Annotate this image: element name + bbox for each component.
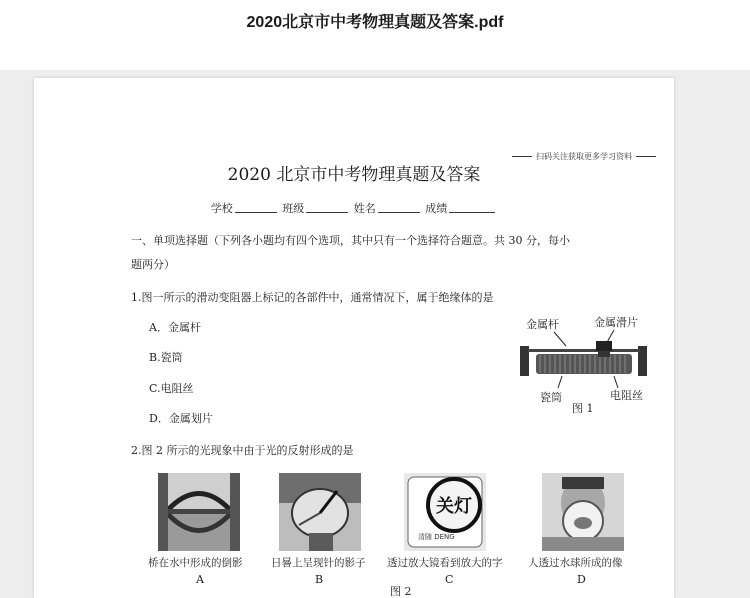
caption-d: 人透过水球所成的像 (528, 557, 623, 569)
bridge-reflection-image (158, 473, 240, 551)
sundial-image (279, 473, 361, 551)
water-ball-image (542, 473, 624, 551)
letter-b: B (315, 573, 324, 586)
class-blank (306, 202, 348, 213)
magnifier-image (404, 473, 486, 551)
fig1-label-wire: 电阻丝 (610, 389, 643, 402)
document-title: 2020 北京市中考物理真题及答案 (227, 165, 481, 185)
header-rule-left (512, 156, 532, 157)
figure-2-caption: 图 2 (390, 585, 412, 598)
photo-sundial (279, 473, 361, 551)
question-1-stem: 1.图一所示的滑动变阻器上标记的各部件中，通常情况下，属于绝缘体的是 (131, 291, 494, 304)
student-info-line (34, 200, 674, 216)
fig1-label-tube: 瓷筒 (540, 391, 562, 404)
letter-d: D (577, 573, 586, 586)
fig1-label-slider: 金属滑片 (594, 316, 638, 329)
caption-a: 桥在水中形成的倒影 (148, 557, 243, 569)
fig1-caption: 图 1 (572, 402, 594, 415)
viewer-toolbar (0, 0, 750, 70)
photo-water-ball (542, 473, 624, 551)
caption-c: 透过放大镜看到放大的字 (387, 557, 503, 569)
letter-a: A (196, 573, 204, 586)
figure-1-rheostat (518, 316, 658, 416)
question-2-stem: 2.图 2 所示的光现象中由于光的反射形成的是 (131, 444, 354, 457)
photo-bridge-reflection (158, 473, 240, 551)
school-label: 学校 (210, 202, 233, 215)
caption-b: 日晷上呈现针的影子 (271, 557, 366, 569)
sign-small-text: 清随 DENG (418, 533, 455, 541)
section-heading-line2: 题两分） (131, 258, 175, 271)
name-blank (378, 202, 420, 213)
photo-magnifier-sign (404, 473, 486, 551)
q1-option-a: A．金属杆 (149, 321, 201, 334)
name-label: 姓名 (353, 202, 376, 215)
q1-option-c: C.电阻丝 (149, 382, 194, 395)
q1-option-d: D．金属划片 (149, 412, 213, 425)
school-blank (235, 202, 277, 213)
letter-c: C (445, 573, 454, 586)
sign-text: 关灯 (436, 496, 472, 517)
header-note-text: 扫码关注获取更多学习资料 (536, 152, 632, 161)
score-label: 成绩 (425, 202, 448, 215)
section-heading-line1: 一、单项选择题（下列各小题均有四个选项，其中只有一个选择符合题意。共 30 分，每小 (131, 234, 570, 247)
q1-option-b: B.瓷筒 (149, 351, 183, 364)
header-rule-right (636, 156, 656, 157)
score-blank (449, 202, 495, 213)
pdf-page[interactable] (34, 78, 674, 598)
file-title: 2020北京市中考物理真题及答案.pdf (246, 14, 504, 31)
fig1-label-rod: 金属杆 (526, 318, 559, 331)
class-label: 班级 (282, 202, 305, 215)
